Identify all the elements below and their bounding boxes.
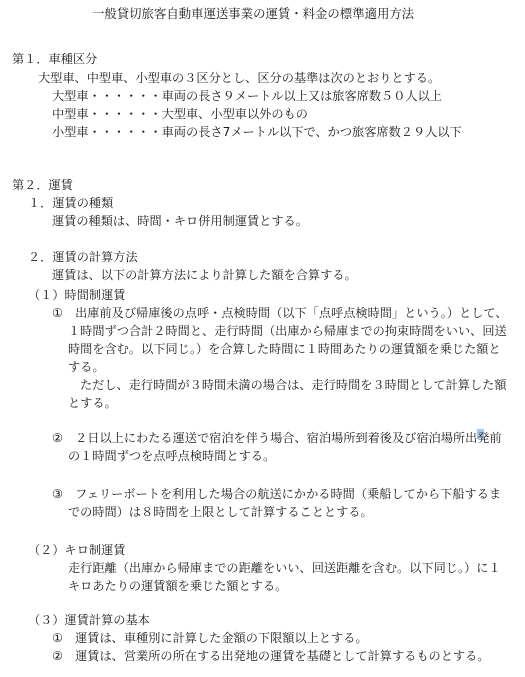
time-fare-p3-line2: での時間）は８時間を上限として計算することとする。 bbox=[68, 505, 373, 519]
time-fare-p1-line3: 時間を含む。以下同じ。）を合算した時間に１時間あたりの運賃額を乗じた額と bbox=[68, 342, 501, 356]
fare-basics-line1: ① 運賃は、車種別に計算した金額の下限額以上とする。 bbox=[52, 631, 368, 645]
time-fare-p2-line1: ② ２日以上にわたる運送で宿泊を伴う場合、宿泊場所到着後及び宿泊場所出発前 bbox=[52, 431, 502, 445]
time-fare-p2-line2: の１時間ずつを点呼点検時間とする。 bbox=[68, 449, 276, 463]
time-fare-p1-line1: ① 出庫前及び帰庫後の点呼・点検時間（以下「点呼点検時間」という。）として、 bbox=[52, 306, 508, 320]
distance-fare-heading: （２）キロ制運賃 bbox=[28, 543, 126, 557]
distance-fare-line1: 走行距離（出庫から帰庫までの距離をいい、回送距離を含む。以下同じ。）に１ bbox=[68, 561, 501, 575]
section1-intro: 大型車、中型車、小型車の３区分とし、区分の基準は次のとおりとする。 bbox=[38, 71, 441, 85]
vehicle-class-medium: 中型車・・・・・・大型車、小型車以外のもの bbox=[52, 107, 308, 121]
section2-heading: 第２．運賃 bbox=[12, 178, 73, 192]
distance-fare-line2: キロあたりの運賃額を乗じた額とする。 bbox=[68, 579, 288, 593]
time-fare-p3-line1: ③ フェリーボートを利用した場合の航送にかかる時間（乗船してから下船するま bbox=[52, 487, 502, 501]
time-fare-p1-line5: ただし、走行時間が３時間未満の場合は、走行時間を３時間として計算した額 bbox=[80, 378, 507, 392]
vehicle-class-large: 大型車・・・・・・車両の長さ９メートル以上又は旅客席数５０人以上 bbox=[52, 89, 442, 103]
time-fare-p1-line6: とする。 bbox=[68, 396, 117, 410]
fare-types-heading: １．運賃の種類 bbox=[28, 196, 114, 210]
section1-heading: 第１．車種区分 bbox=[12, 52, 98, 66]
fare-basics-line2: ② 運賃は、営業所の所在する出発地の運賃を基礎として計算するものとする。 bbox=[52, 649, 490, 663]
fare-types-body: 運賃の種類は、時間・キロ併用制運賃とする。 bbox=[52, 214, 308, 228]
document-title: 一般貸切旅客自動車運送事業の運賃・料金の標準適用方法 bbox=[92, 6, 415, 21]
fare-calc-heading: ２．運賃の計算方法 bbox=[28, 250, 138, 264]
time-fare-p1-line4: する。 bbox=[68, 360, 105, 374]
vehicle-class-small: 小型車・・・・・・車両の長さ7メートル以下で、かつ旅客席数２９人以下 bbox=[52, 125, 462, 139]
time-fare-p1-line2: １時間ずつ合計２時間と、走行時間（出庫から帰庫までの拘束時間をいい、回送 bbox=[68, 324, 507, 338]
fare-calc-intro: 運賃は、以下の計算方法により計算した額を合算する。 bbox=[52, 268, 357, 282]
fare-basics-heading: （３）運賃計算の基本 bbox=[28, 613, 150, 627]
time-fare-heading: （１）時間制運賃 bbox=[28, 288, 126, 302]
